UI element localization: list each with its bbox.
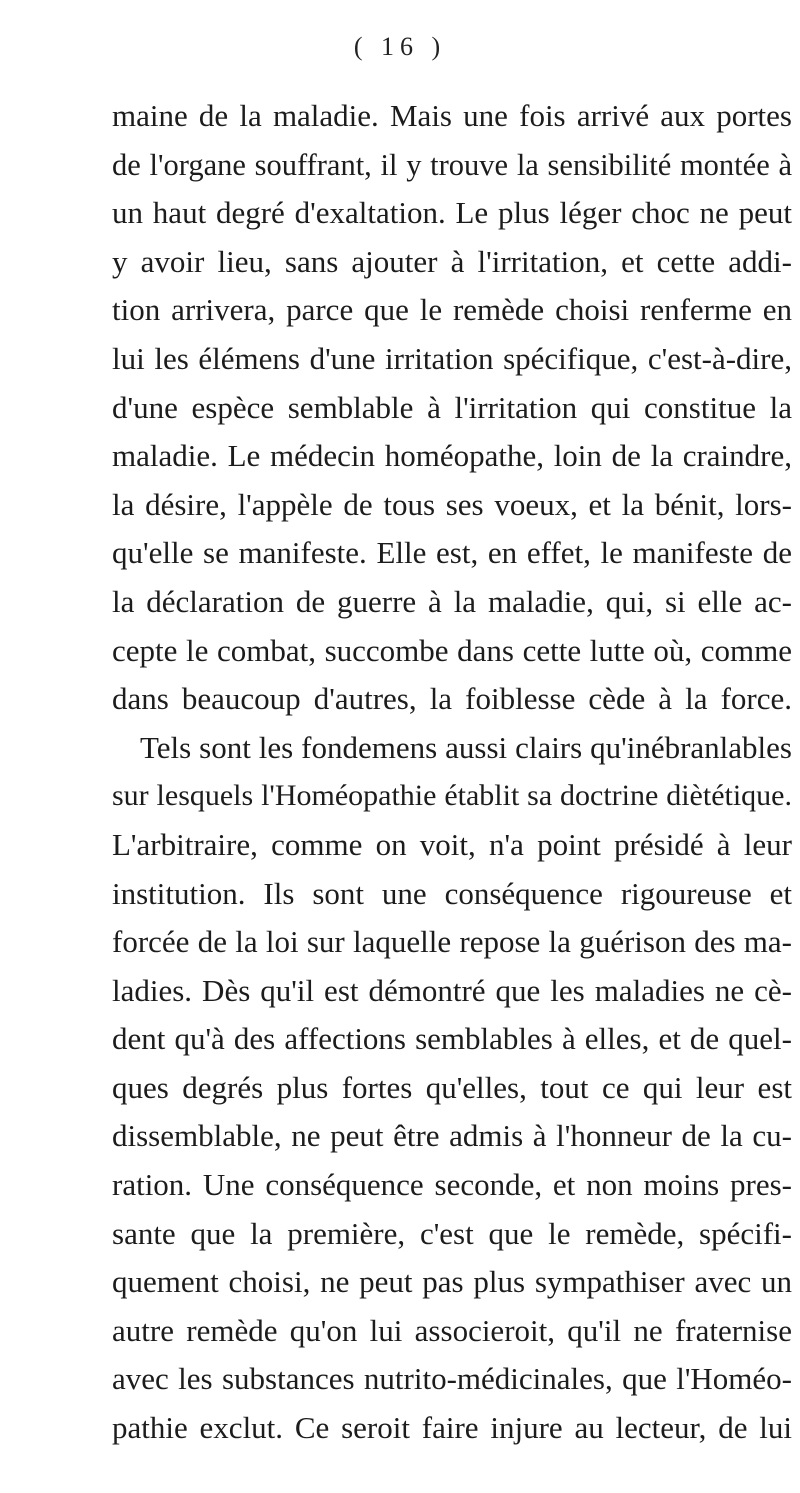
text-line: ration. Une conséquence seconde, et non moins pres-: [112, 1167, 792, 1203]
text-line: pathie exclut. Ce seroit faire injure au lecteur, de lui: [112, 1410, 792, 1446]
body-text: [112, 92, 792, 1453]
text-line: la désire, l'appèle de tous ses voeux, et la bénit, lors-: [112, 486, 792, 522]
text-line: la déclaration de guerre à la maladie, qui, si elle ac-: [112, 583, 792, 619]
text-line: y avoir lieu, sans ajouter à l'irritation, et cette addi-: [112, 243, 792, 279]
text-line: d'une espèce semblable à l'irritation qui constitue la: [112, 389, 792, 425]
text-line: de l'organe souffrant, il y trouve la sensibilité montée à: [112, 147, 792, 182]
text-line: dissemblable, ne peut être admis à l'honneur de la cu-: [112, 1118, 792, 1154]
text-line: ques degrés plus fortes qu'elles, tout ce qui leur est: [112, 1069, 792, 1105]
text-line: lui les élémens d'une irritation spécifique, c'est-à-dire,: [112, 340, 792, 376]
text-line: ladies. Dès qu'il est démontré que les maladies ne cè-: [112, 972, 792, 1008]
text-line: institution. Ils sont une conséquence rigoureuse et: [112, 875, 792, 911]
text-line: cepte le combat, succombe dans cette lutte où, comme: [112, 632, 792, 668]
text-line: sante que la première, c'est que le remède, spécifi-: [112, 1215, 792, 1251]
text-line: forcée de la loi sur laquelle repose la guérison des ma-: [112, 924, 792, 960]
text-line: avec les substances nutrito-médicinales, que l'Homéo-: [112, 1361, 792, 1397]
text-line: dent qu'à des affections semblables à elles, et de quel-: [112, 1021, 792, 1057]
text-line: un haut degré d'exaltation. Le plus léger choc ne peut: [112, 195, 792, 231]
text-line: autre remède qu'on lui associeroit, qu'il ne fraternise: [112, 1312, 792, 1348]
text-line: quement choisi, ne peut pas plus sympathiser avec un: [112, 1264, 792, 1300]
text-line: sur lesquels l'Homéopathie établit sa doctrine diètétique.: [112, 779, 792, 813]
text-line: maladie. Le médecin homéopathe, loin de la craindre,: [112, 438, 792, 474]
text-line: L'arbitraire, comme on voit, n'a point présidé à leur: [112, 826, 792, 862]
text-line: dans beaucoup d'autres, la foiblesse cède à la force.: [112, 681, 792, 717]
page-number: ( 16 ): [353, 32, 447, 61]
text-line: tion arrivera, parce que le remède choisi renferme en: [112, 292, 792, 328]
text-line: qu'elle se manifeste. Elle est, en effet, le manifeste de: [112, 535, 792, 571]
text-line: maine de la maladie. Mais une fois arrivé aux portes: [112, 98, 792, 133]
text-line-paragraph-start: Tels sont les fondemens aussi clairs qu'inébranlables: [140, 729, 792, 765]
